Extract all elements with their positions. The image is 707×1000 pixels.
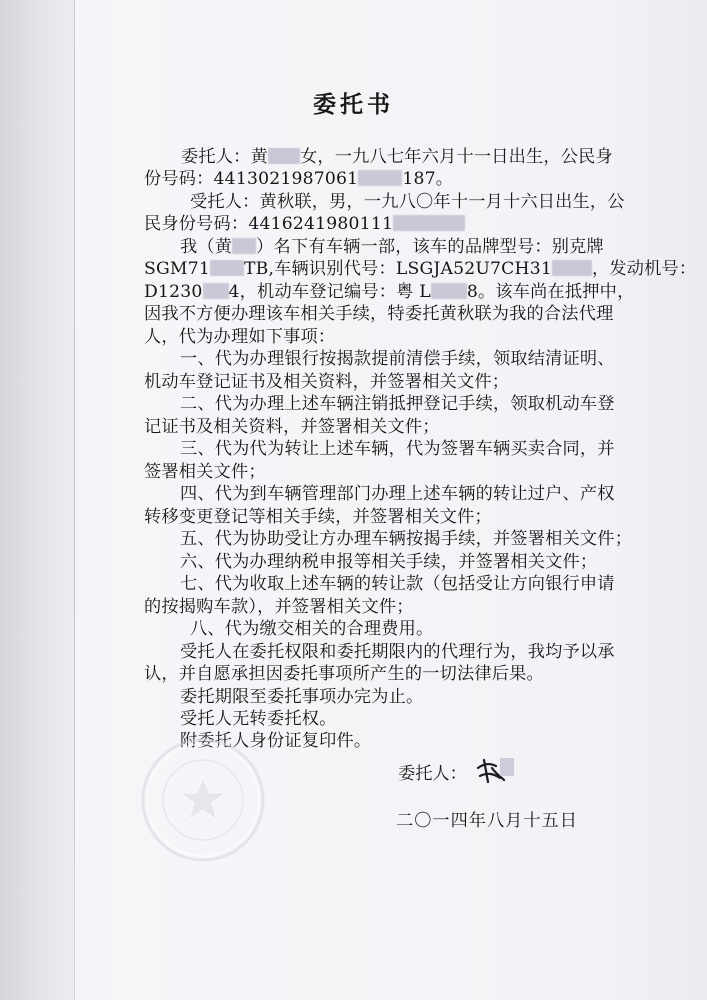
paragraph-line: 签署相关文件； — [144, 462, 266, 482]
paragraph-line: 受托人无转委托权。 — [180, 709, 337, 729]
paragraph-line: 委托期限至委托事项办完为止。 — [180, 687, 424, 707]
paragraph-line: SGM71 TB,车辆识别代号：LSGJA52U7CH31 ，发动机号： — [144, 259, 697, 279]
paragraph-line: 认，并自愿承担因委托事项所产生的一切法律后果。 — [144, 664, 544, 684]
paragraph-line: 的按揭购车款），并签署相关文件； — [144, 597, 414, 617]
paragraph-line: 人，代为办理如下事项： — [144, 327, 336, 347]
paragraph-line: D1230 4，机动车登记编号：粤 L 8。该车尚在抵押中， — [144, 282, 635, 302]
paragraph-line: 一、代为办理银行按揭款提前清偿手续，领取结清证明、 — [180, 349, 615, 369]
paragraph-line: 四、代为到车辆管理部门办理上述车辆的转让过户、产权 — [180, 484, 615, 504]
paragraph-line: 转移变更登记等相关手续，并签署相关文件； — [144, 507, 492, 527]
binding-shadow — [0, 0, 74, 1000]
document-date: 二〇一四年八月十五日 — [396, 811, 578, 831]
binding-edge — [74, 0, 75, 1000]
handwritten-signature-icon — [474, 754, 514, 786]
paragraph-line: 委托人：黄 女，一九八七年六月十一日出生，公民身 — [181, 147, 613, 167]
paragraph-line: 因我不方便办理该车相关手续，特委托黄秋联为我的合法代理 — [144, 304, 614, 324]
paragraph-line: 三、代为代为转让上述车辆，代为签署车辆买卖合同，并 — [180, 439, 615, 459]
paragraph-line: 民身份号码：4416241980111 — [144, 213, 465, 235]
document-title: 委托书 — [313, 91, 394, 118]
paragraph-line: 六、代为办理纳税申报等相关手续，并签署相关文件； — [180, 552, 598, 572]
paragraph-line: 份号码：4413021987061 187。 — [144, 169, 454, 189]
signature-label: 委托人： — [398, 764, 467, 784]
paragraph-line: 我（黄 ）名下有车辆一部，该车的品牌型号：别克牌 — [180, 237, 604, 257]
paragraph-line: 八、代为缴交相关的合理费用。 — [190, 619, 434, 639]
paragraph-line: 二、代为办理上述车辆注销抵押登记手续，领取机动车登 — [180, 394, 615, 414]
paragraph-line: 附委托人身份证复印件。 — [180, 731, 372, 751]
paragraph-line: 受托人在委托权限和委托期限内的代理行为，我均予以承 — [180, 642, 615, 662]
paragraph-line: 机动车登记证书及相关资料，并签署相关文件； — [144, 372, 510, 392]
paragraph-line: 受托人：黄秋联，男，一九八〇年十一月十六日出生，公 — [190, 192, 625, 212]
paragraph-line: 记证书及相关资料，并签署相关文件； — [144, 417, 440, 437]
paragraph-line: 五、代为协助受让方办理车辆按揭手续，并签署相关文件； — [180, 529, 633, 549]
embossed-seal-icon — [138, 735, 268, 865]
paragraph-line: 七、代为收取上述车辆的转让款（包括受让方向银行申请 — [180, 574, 615, 594]
